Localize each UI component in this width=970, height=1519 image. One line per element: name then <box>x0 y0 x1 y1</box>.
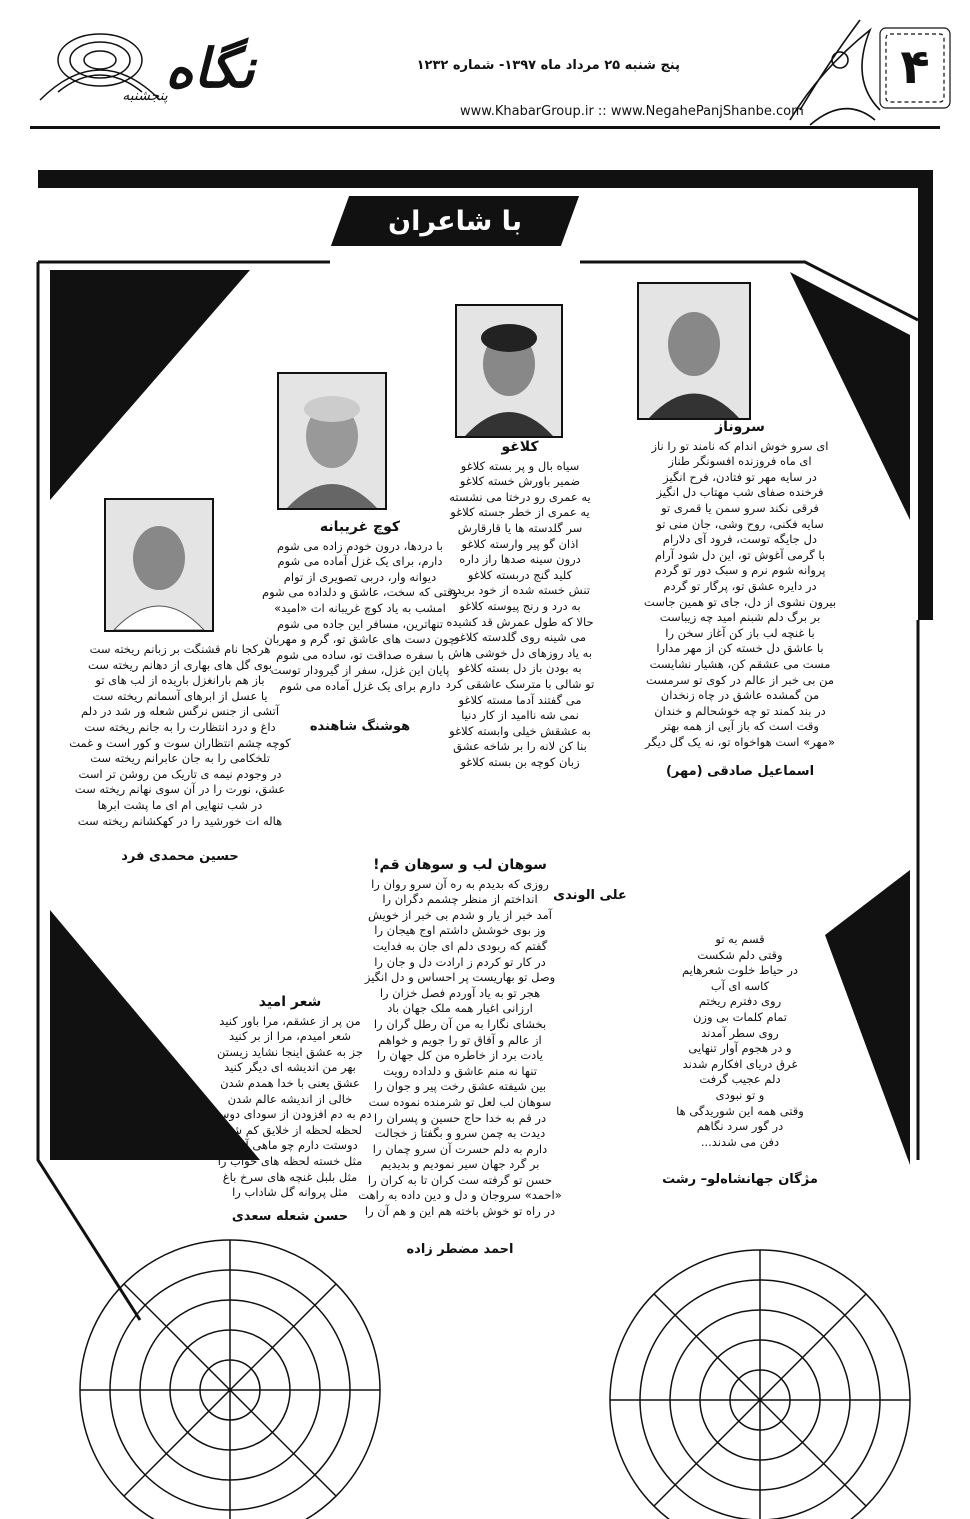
poem-line: درون سینه صدها راز داره <box>459 552 581 567</box>
poem-line: بهر من اندیشه ای دیگر کنید <box>224 1060 356 1075</box>
poem-line: به یاد روزهای دل خوشی هاش <box>447 645 593 660</box>
poem-line: بر گرد جهان سیر نمودیم و بدیدیم <box>380 1157 540 1172</box>
poem-line: سر گلدسته ها یا قارقارش <box>457 520 583 535</box>
poem-line: کاسه ای آب <box>710 978 770 993</box>
photo-hooshang-shahandeh <box>277 372 387 510</box>
poem-line: «احمد» سروجان و دل و دین داده به راهت <box>358 1188 562 1203</box>
poem-line: وقتی دلم شکست <box>697 947 783 962</box>
poem-line: تو شالی با مترسک عاشقی کرد <box>445 676 595 691</box>
poem-line: وقتی همه این شوریدگی ها <box>676 1103 804 1118</box>
poem-line: قسم به تو <box>715 932 765 946</box>
poem-line: شعر امیدم، مرا از بر کنید <box>229 1029 351 1044</box>
poem-line: عشق، نورت را در آن سوی نهانم ریخته ست <box>74 782 286 797</box>
poem-line: دل جایگه توست، فرود آی دلارام <box>662 532 818 547</box>
poem-line: حالا که طول عمرش قد کشیده <box>446 614 594 629</box>
poem-line: اذان گو پیر وارسته کلاغو <box>461 536 579 551</box>
poem-line: و تو نبودی <box>715 1087 765 1102</box>
poem-line: به عشقش خیلی وابسته کلاغو <box>449 723 591 738</box>
portrait-icon <box>457 306 561 436</box>
poem-line: سایه فکنی، روح وشی، جان منی تو <box>656 516 824 531</box>
poem-line: بخشای نگارا به من آن رطل گران را <box>373 1016 547 1031</box>
poem-line: به بودن باز دل بسته کلاغو <box>458 661 582 676</box>
poem-line: بین شیفته عشق رخت پیر و جوان را <box>373 1079 547 1094</box>
poem-line: مثل بلبل غنچه های سرخ باغ <box>222 1169 358 1184</box>
triangle-bottom-right <box>825 870 910 1165</box>
poem-line: تلخکامی را به جان عابرانم ریخته ست <box>90 751 270 766</box>
poem-line: باز هم بارانغزل باریده از لب های تو <box>95 673 265 688</box>
poem-line: سوهان لب لعل تو شرمنده نموده ست <box>368 1094 552 1109</box>
poem-line: در سایه مهر تو فتادن، فرح انگیز <box>663 469 817 484</box>
poem-author: حسین محمدی فرد <box>121 849 239 865</box>
poem-line: کلید گنج دربسته کلاغو <box>467 567 573 582</box>
poem-title: کوچ غریبانه <box>319 519 401 535</box>
poem-line: تنها نه منم عاشق و دلداده رویت <box>383 1063 537 1078</box>
poem-line: دارم، برای یک غزل آماده می شوم <box>277 554 443 569</box>
poem-sarvnaz <box>625 420 855 780</box>
poem-line: به درد و رنج پیوسته کلاغو <box>459 598 581 613</box>
poem-line: تمام کلمات بی وزن <box>692 1009 788 1024</box>
poem-line: فرخنده صفای شب مهتاب دل انگیز <box>656 485 824 500</box>
poem-line: نمی شه ناامید از کار دنیا <box>461 708 579 723</box>
poem-line: هرکجا نام قشنگت بر زبانم ریخته ست <box>89 642 271 656</box>
poem-line: من بی خبر از عالم در کوی تو سرمست <box>645 672 835 687</box>
poem-line: فرقی نکند سرو سمن یا قمری تو <box>661 500 819 515</box>
portrait-icon <box>639 284 749 418</box>
poem-line: عشق یعنی با خدا همدم شدن <box>220 1075 360 1090</box>
poem-title: شعر امید <box>258 994 322 1010</box>
poem-line: دوستت دارم چو ماهی آب را <box>222 1138 358 1153</box>
poem-harkoja <box>60 642 300 865</box>
poem-line: یه عمری رو درختا می نشسته <box>449 489 591 504</box>
poem-line: بیرون نشوی از دل، جای تو همین جاست <box>643 594 837 609</box>
poem-line: در شب تنهایی ام ای ما پشت ابرها <box>97 797 263 812</box>
poem-line: در راه تو خوش باخته هم این و هم آن را <box>364 1204 556 1219</box>
poem-line: سیاه بال و پر بسته کلاغو <box>460 458 580 473</box>
poem-qasam <box>650 932 830 1188</box>
poem-line: مست می عشقم کن، هشیار نشایست <box>649 656 831 671</box>
mandala-left-icon <box>80 1240 380 1519</box>
poem-line: بوی گل های بهاری از دهانم ریخته ست <box>87 657 273 672</box>
poem-line: ضمیر باورش خسته کلاغو <box>459 474 581 489</box>
poem-line: روزی که بدیدم به ره آن سرو روان را <box>371 876 549 891</box>
poem-line: مثل پروانه گل شاداب را <box>232 1185 348 1200</box>
triangle-top-left <box>50 270 250 500</box>
poem-line: گفتم که ربودی دلم ای جان به فدایت <box>372 938 548 953</box>
poem-line: در بند کمند تو چه خوشحالم و خندان <box>654 703 826 718</box>
newspaper-logo: نگاه <box>165 36 255 100</box>
poem-line: در کار تو کردم ز ارادت دل و جان را <box>374 954 546 969</box>
website-urls[interactable]: www.KhabarGroup.ir :: www.NegahePanjShanbe.com <box>460 104 804 119</box>
poem-line: با دردها، درون خودم زاده می شوم <box>276 538 443 553</box>
poem-line: روی دفترم ریختم <box>698 994 782 1009</box>
poem-title: کلاغو <box>501 439 539 455</box>
poem-line: من گمشده عاشق در چاه زنخدان <box>660 688 820 703</box>
newspaper-logo-sub: پنجشنبه <box>122 88 168 104</box>
poem-author: اسماعیل صادقی (مهر) <box>665 764 815 780</box>
poem-line: ارزانی اغیار همه ملک جهان باد <box>387 1001 533 1016</box>
photo-esmaeil-sadeghi <box>637 282 751 420</box>
poem-line: دفن می شدند... <box>700 1134 780 1149</box>
portrait-icon <box>279 374 385 508</box>
poem-line: چون دست های عاشق تو، گرم و مهربان <box>264 632 456 647</box>
section-title: با شاعران <box>388 206 522 237</box>
poem-line: لحظه لحظه از خلایق کم شدن <box>217 1122 363 1137</box>
poem-line: در حیاط خلوت شعرهایم <box>682 963 798 978</box>
poem-line: زبان کوچه بن بسته کلاغو <box>460 754 580 769</box>
poem-line: دیدت به چمن سرو و بگفتا ز خجالت <box>374 1126 546 1141</box>
poem-line: و در هجوم آوار تنهایی <box>688 1041 792 1056</box>
poem-line: در گور سرد نگاهم <box>696 1119 784 1134</box>
poem-line: می گفتند آدما مسته کلاغو <box>458 692 582 707</box>
poem-line: آتشی از جنس نرگس شعله ور شد در دلم <box>80 704 280 719</box>
issue-date: پنج شنبه ۲۵ مرداد ماه ۱۳۹۷- شماره ۱۲۳۲ <box>416 58 680 73</box>
poem-line: در قم به خدا حاج حسین و پسران را <box>373 1110 547 1125</box>
poem-line: پایان این غزل، سفر از گیرودار توست <box>270 663 450 678</box>
poem-line: از عالم و آفاق تو را جویم و خواهم <box>378 1032 542 1047</box>
poem-line: جز به عشق اینجا نشاید زیستن <box>216 1044 364 1059</box>
poem-title: سروناز <box>715 419 765 435</box>
poem-line: با سفره صداقت تو، ساده می شوم <box>276 647 444 662</box>
mandala-right-icon <box>610 1250 910 1519</box>
page-number: ۴ <box>900 39 930 95</box>
poem-line: پروانه شوم نرم و سبک دور تو گردم <box>654 563 826 578</box>
poem-line: هاله ات خورشید را در کهکشانم ریخته ست <box>77 813 283 828</box>
poem-author: هوشنگ شاهنده <box>309 718 411 734</box>
poem-line: وز بوی خوشش داشتم اوج هیجان را <box>374 923 546 938</box>
poem-line: من پر از عشقم، مرا باور کنید <box>219 1013 361 1028</box>
poem-line: «مهر» است هواخواه تو، نه یک گل دیگر <box>645 734 835 749</box>
poem-line: روی سطر آمدند <box>701 1025 779 1040</box>
poem-line: داغ و درد انتظارت را به جانم ریخته ست <box>84 719 276 734</box>
poem-author: احمد مضطر زاده <box>406 1241 514 1257</box>
poem-line: دلم عجیب گرفت <box>699 1072 781 1087</box>
portrait-icon <box>106 500 212 630</box>
poem-line: دیوانه وار، دربی تصویری از توام <box>283 569 437 584</box>
poem-line: می شینه روی گلدسته کلاغو <box>453 630 587 645</box>
poem-line: کوچه چشم انتظاران سوت و کور است و غمت <box>69 735 291 750</box>
poem-line: با غنچه لب باز کن آغاز سخن را <box>665 625 815 640</box>
poem-line: مثل خسته لحظه های خواب را <box>217 1153 363 1168</box>
poem-line: با عاشق دل خسته کن از مهر مدارا <box>656 641 824 656</box>
poem-line: ای سرو خوش اندام که نامند تو را ناز <box>651 438 829 453</box>
poem-line: خالی از اندیشه عالم شدن <box>227 1091 353 1106</box>
poem-line: تنش خسته شده از خود بریده <box>449 583 591 598</box>
poem-line: وقتی که سخت، عاشق و دلداده می شوم <box>262 585 458 600</box>
poem-line: ای ماه فروزنده افسونگر طناز <box>668 454 812 469</box>
poem-line: آمد خبر از یار و شدم بی خبر از خویش <box>368 907 552 922</box>
poem-author: مژگان جهانشاه‌لو– رشت <box>662 1172 818 1188</box>
poem-line: حسن تو گرفته ست کران تا به کران را <box>367 1172 553 1187</box>
poem-line: یادت برد از خاطره من کل جهان را <box>377 1048 543 1063</box>
poem-line: در دایره عشق تو، پرگار تو گردم <box>663 578 817 593</box>
poem-line: با گرمی آغوش تو، این دل شود آرام <box>654 547 826 562</box>
poem-line: دم به دم افزودن از سودای دوست <box>208 1107 372 1122</box>
poem-line: بنا کن لانه را بر شاخه عشق <box>453 739 587 754</box>
poem-line: غرق دریای افکارم شدند <box>682 1056 798 1071</box>
poem-line: دارم برای یک غزل آماده می شوم <box>279 678 441 693</box>
poem-line: وصل تو بهاریست پر احساس و دل انگیز <box>364 970 556 985</box>
poem-line: یا عسل از ابرهای آسمانم ریخته ست <box>92 688 268 703</box>
poem-line: وقت است که باز آیی از همه بهتر <box>661 719 819 734</box>
right-bar <box>918 178 933 620</box>
poem-author: علی الوندی <box>553 888 627 903</box>
poem-title: سوهان لب و سوهان قم! <box>373 857 547 873</box>
poem-line: انداختم از منظر چشمم دگران را <box>382 892 538 907</box>
poem-line: دارم به دلم حسرت آن سرو چمان را <box>372 1141 548 1156</box>
photo-hossein-mohammadi-fard <box>104 498 214 632</box>
poem-author: حسن شعله سعدی <box>231 1208 349 1224</box>
poem-line: امشب به یاد کوچ غریبانه ات «امید» <box>274 600 446 615</box>
poem-line: هجر تو به یاد آوردم فصل خزان را <box>379 985 541 1000</box>
poem-sheramid <box>195 995 385 1224</box>
poem-line: تنهاترین، مسافر این جاده می شوم <box>276 616 444 631</box>
photo-ali-alvandi <box>455 304 563 438</box>
poem-line: بر برگ دلم شبنم امید چه زیباست <box>659 610 821 625</box>
poem-line: یه عمری از خطر جسته کلاغو <box>450 505 590 520</box>
poem-line: در وجودم نیمه ی تاریک من روشن تر است <box>78 766 282 781</box>
